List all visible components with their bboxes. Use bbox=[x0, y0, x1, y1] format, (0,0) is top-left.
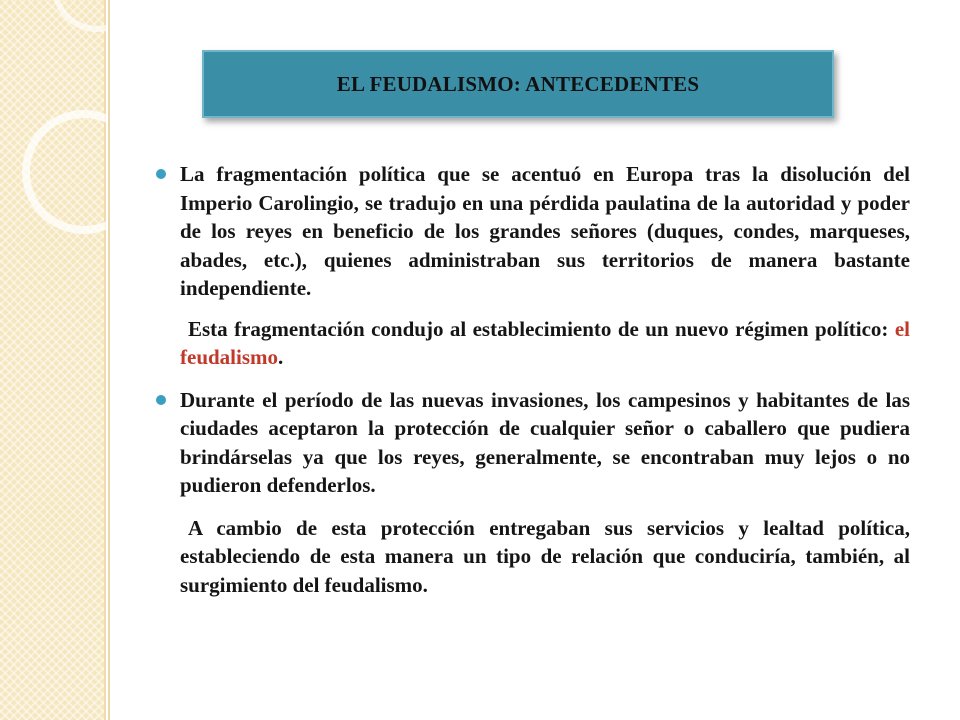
slide-title: EL FEUDALISMO: ANTECEDENTES bbox=[336, 71, 700, 96]
bullet-item-2 bbox=[156, 386, 910, 500]
paragraph-2 bbox=[156, 514, 910, 600]
bullet-1-text: La fragmentación política que se acentuó en Europa tras la disolución del Imperio Carolingio, se tradujo en una pérdida paulatina de la autoridad y poder de los reyes en beneficio de los grandes señores (duques, condes, marqueses, abades, etc.), quienes administraban sus territorios de manera bastante independiente. bbox=[180, 162, 910, 300]
paragraph-2-text: A cambio de esta protección entregaban sus servicios y lealtad política, estableciendo de esta manera un tipo de relación que conduciría, también, al surgimiento del feudalismo. bbox=[180, 515, 910, 597]
feudalismo-highlight: el feudalismo bbox=[180, 316, 910, 369]
bullet-2-text: Durante el período de las nuevas invasiones, los campesinos y habitantes de las ciudades aceptaron la protección de cualquier señor o caballero que pudiera brindárselas ya que los reyes, generalmente, se encontraban muy lejos o no pudieron defenderlos. bbox=[180, 387, 910, 497]
slide-title-box bbox=[202, 50, 834, 118]
decorative-circle-top bbox=[52, 0, 142, 32]
decorative-side-panel bbox=[0, 0, 106, 720]
bullet-dot-icon bbox=[156, 169, 166, 179]
bullet-dot-icon bbox=[156, 395, 166, 405]
slide-content bbox=[156, 160, 910, 599]
paragraph-1-text: Esta fragmentación condujo al establecimiento de un nuevo régimen político: bbox=[188, 316, 895, 341]
bullet-item-1 bbox=[156, 160, 910, 303]
paragraph-1 bbox=[156, 315, 910, 372]
side-divider-line bbox=[108, 0, 110, 720]
paragraph-1-end: . bbox=[278, 345, 284, 369]
decorative-circle bbox=[22, 110, 146, 234]
